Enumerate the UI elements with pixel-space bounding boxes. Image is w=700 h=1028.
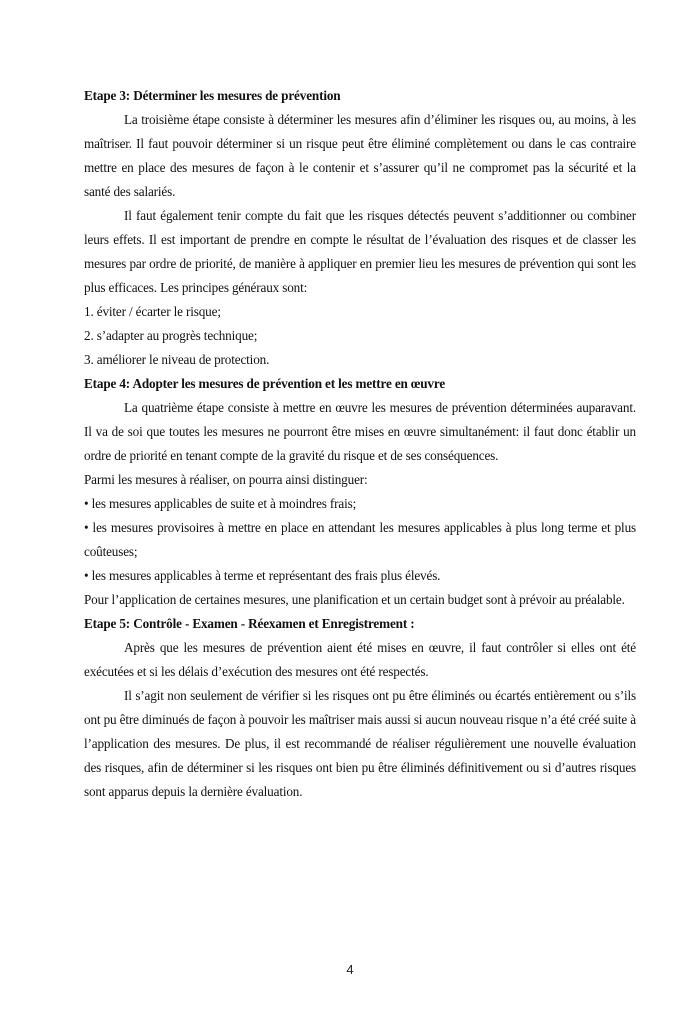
bullet-item-2: • les mesures provisoires à mettre en place en attendant les mesures applicables à plus long terme et plus coûteuses; xyxy=(84,520,636,559)
step5-paragraph-2: Il s’agit non seulement de vérifier si les risques ont pu être éliminés ou écartés entièrement ou s’ils ont pu être diminués de façon à pouvoir les maîtriser mais aussi si aucun nouveau risque n’a été créé suite à l’application des mesures. De plus, il est recommandé de réaliser régulièrement une nouvelle évaluation des risques, afin de déterminer si les risques ont bien pu être éliminés définitivement ou si d’autres risques sont apparus depuis la dernière évaluation. xyxy=(84,688,636,799)
bullet-item-3: • les mesures applicables à terme et représentant des frais plus élevés. xyxy=(84,568,441,583)
step4-closing: Pour l’application de certaines mesures, une planification et un certain budget sont à prévoir au préalable. xyxy=(84,592,625,607)
step3-heading: Etape 3: Déterminer les mesures de prévention xyxy=(84,88,341,103)
principle-item-2: 2. s’adapter au progrès technique; xyxy=(84,328,258,343)
step4-paragraph: La quatrième étape consiste à mettre en œuvre les mesures de prévention déterminées auparavant. Il va de soi que toutes les mesures ne pourront être mises en œuvre simultanément: il faut donc établir un ordre de priorité en tenant compte de la gravité du risque et de ses conséquences. xyxy=(84,400,636,463)
step4-intro: Parmi les mesures à réaliser, on pourra ainsi distinguer: xyxy=(84,472,368,487)
page-number: 4 xyxy=(346,962,354,977)
bullet-item-1: • les mesures applicables de suite et à moindres frais; xyxy=(84,496,357,511)
principle-item-3: 3. améliorer le niveau de protection. xyxy=(84,352,270,367)
step3-paragraph-1: La troisième étape consiste à déterminer les mesures afin d’éliminer les risques ou, au moins, à les maîtriser. Il faut pouvoir déterminer si un risque peut être éliminé complètement ou dans le cas contraire mettre en place des mesures de façon à le contenir et s’assurer qu’il ne compromet pas la sécurité et la santé des salariés. xyxy=(84,112,636,199)
document-body xyxy=(84,84,636,804)
step5-heading: Etape 5: Contrôle - Examen - Réexamen et Enregistrement : xyxy=(84,616,415,631)
step5-paragraph-1: Après que les mesures de prévention aient été mises en œuvre, il faut contrôler si elles ont été exécutées et si les délais d’exécution des mesures ont été respectés. xyxy=(84,640,636,679)
step3-paragraph-2: Il faut également tenir compte du fait que les risques détectés peuvent s’additionner ou combiner leurs effets. Il est important de prendre en compte le résultat de l’évaluation des risques et de classer les mesures par ordre de priorité, de manière à appliquer en premier lieu les mesures de prévention qui sont les plus efficaces. Les principes généraux sont: xyxy=(84,208,636,295)
step4-heading: Etape 4: Adopter les mesures de prévention et les mettre en œuvre xyxy=(84,376,446,391)
principle-item-1: 1. éviter / écarter le risque; xyxy=(84,304,221,319)
